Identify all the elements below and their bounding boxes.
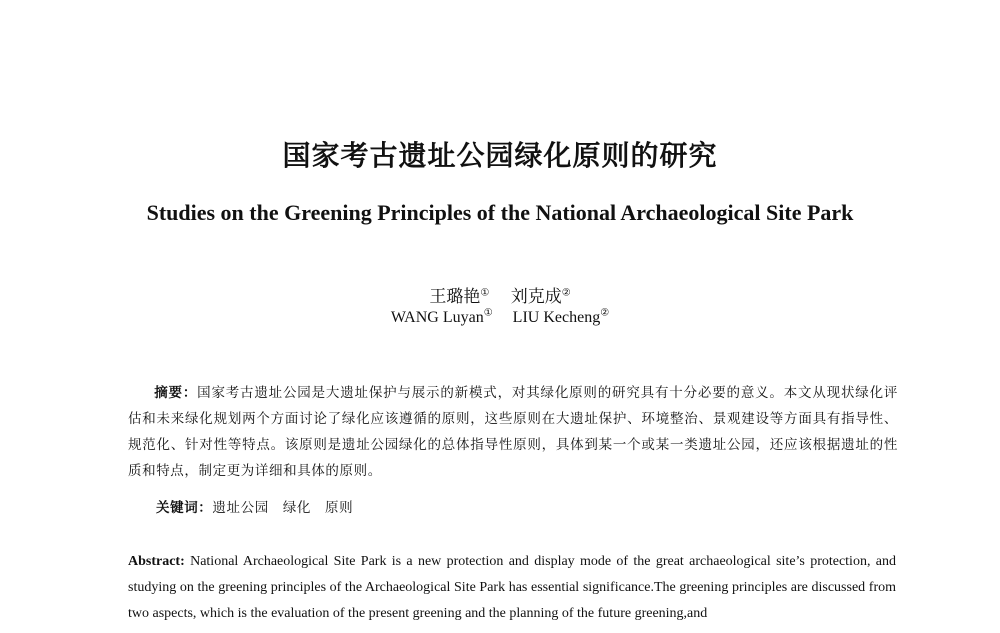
author-en-1 — [391, 309, 493, 327]
keywords-chinese — [156, 496, 367, 516]
affiliation-mark: ② — [561, 287, 571, 299]
title-english: Studies on the Greening Principles of the National Archaeological Site Park — [146, 200, 854, 225]
author-name: 刘克成 — [510, 287, 562, 307]
affiliation-mark: ② — [600, 307, 610, 319]
keyword-item: 遗址公园 — [212, 500, 269, 516]
title-chinese: 国家考古遗址公园绿化原则的研究 — [282, 139, 718, 172]
authors-english — [0, 309, 1000, 327]
abstract-zh-text: 国家考古遗址公园是大遗址保护与展示的新模式，对其绿化原则的研究具有十分必要的意义。本文从现状绿化评估和未来绿化规划两个方面讨论了绿化应该遵循的原则，这些原则在大遗址保护、环境整治、景观建设等方面具有指导性、规范化、针对性等特点。该原则是遗址公园绿化的总体指导性原则，具体到某一个或某一类遗址公园，还应该根据遗址的性质和特点，制定更为详细和具体的原则。 — [128, 385, 898, 479]
author-name: 王璐艳 — [429, 287, 481, 307]
author-zh-2 — [511, 282, 571, 307]
abstract-chinese — [128, 380, 898, 484]
keyword-item: 绿化 — [282, 500, 312, 516]
author-name: WANG Luyan — [390, 309, 484, 326]
abstract-zh-label: 摘要： — [154, 385, 198, 401]
author-zh-1 — [429, 282, 489, 307]
affiliation-mark: ① — [480, 287, 490, 299]
author-name: LIU Kecheng — [512, 309, 601, 326]
abstract-en-label: Abstract: — [128, 554, 185, 569]
keyword-item: 原则 — [325, 500, 354, 516]
authors-chinese — [0, 282, 1000, 307]
author-en-2 — [513, 309, 609, 327]
abstract-english — [128, 549, 896, 627]
abstract-en-text: National Archaeological Site Park is a new protection and display mode of the great archaeological site’s protection, and studying on the greening principles of the Archaeological Site Park has essential significance.The greening principles are discussed from two aspects, which is the evaluation of the present greening and the planning of the future greening,and — [128, 554, 896, 621]
affiliation-mark: ① — [483, 307, 493, 319]
keywords-label: 关键词： — [156, 500, 213, 516]
